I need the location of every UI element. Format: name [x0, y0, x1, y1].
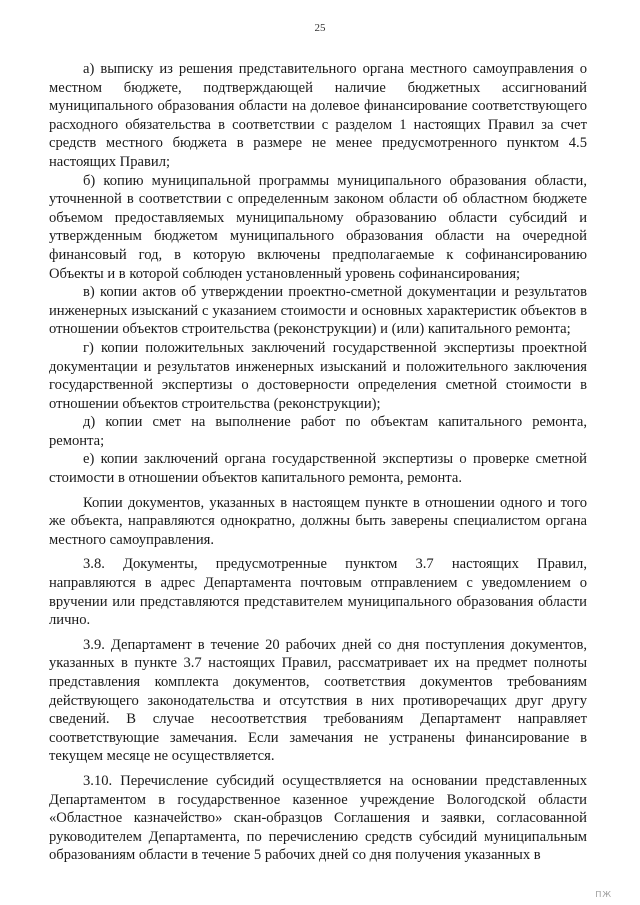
corner-mark: ПЖ — [595, 890, 612, 899]
paragraph-3-9: 3.9. Департамент в течение 20 рабочих дней со дня поступления документов, указанных в пункте 3.7 настоящих Правил, рассматривает их на предмет полноты представления комплекта документов, соответствия документов требованиям действующего законодательства и отсутствия в них противоречащих друг другу сведений. В случае несоответствия требованиям Департамент направляет соответствующие замечания. Если замечания не устранены финансирование в текущем месяце не осуществляется. — [49, 636, 587, 765]
paragraph-document-copies: Копии документов, указанных в настоящем пункте в отношении одного и того же объекта, направляются однократно, должны быть заверены специалистом органа местного самоуправления. — [49, 494, 587, 548]
paragraph-3-8: 3.8. Документы, предусмотренные пунктом 3.7 настоящих Правил, направляются в адрес Департамента почтовым отправлением с уведомлением о вручении или представляются представителем муниципального образования области лично. — [49, 556, 587, 629]
paragraph-3-10: 3.10. Перечисление субсидий осуществляется на основании представленных Департаментом в государственное казенное учреждение Вологодской области «Областное казначейство» скан-образцов Соглашения и заявки, согласованной руководителем Департамента, по перечислению средств субсидий муниципальным образованиям области в течение 5 рабочих дней со дня получения указанных в — [49, 772, 587, 864]
paragraph-e-estimate-review: е) копии заключений органа государственной экспертизы о проверке сметной стоимости в отношении объектов капитального ремонта, ремонта. — [49, 451, 587, 487]
paragraph-b-municipal-program: б) копию муниципальной программы муниципального образования области, уточненной в соответствии с определенным законом области об областном бюджете объемом предоставляемых муниципальному образованию области субсидий и утвержденным бюджетом муниципального образования области на очередной финансовый год, в которую включены предполагаемые к софинансированию Объекты и в которой соблюден установленный уровень софинансирования; — [49, 172, 587, 282]
paragraph-d-estimates: д) копии смет на выполнение работ по объектам капитального ремонта, ремонта; — [49, 414, 587, 449]
body-text — [49, 60, 587, 865]
paragraph-a-budget-extract: а) выписку из решения представительного органа местного самоуправления о местном бюджете, подтверждающей наличие бюджетных ассигнований муниципального образования области на долевое финансирование соответствующего расходного обязательства в соответствии с разделом 1 настоящих Правил за счет средств местного бюджета в размере не менее предусмотренного пунктом 4.5 настоящих Правил; — [49, 61, 587, 170]
page-number: 25 — [314, 22, 326, 34]
paragraph-g-expertise-conclusions: г) копии положительных заключений государственной экспертизы проектной документации и результатов инженерных изысканий и положительного заключения государственной экспертизы о достоверности определения сметной стоимости в отношении объектов строительства (реконструкции); — [49, 339, 587, 412]
paragraph-v-design-approval: в) копии актов об утверждении проектно-сметной документации и результатов инженерных изысканий с указанием стоимости и основных характеристик объектов в отношении объектов строительства (реконструкции) и (или) капитального ремонта; — [49, 284, 587, 338]
